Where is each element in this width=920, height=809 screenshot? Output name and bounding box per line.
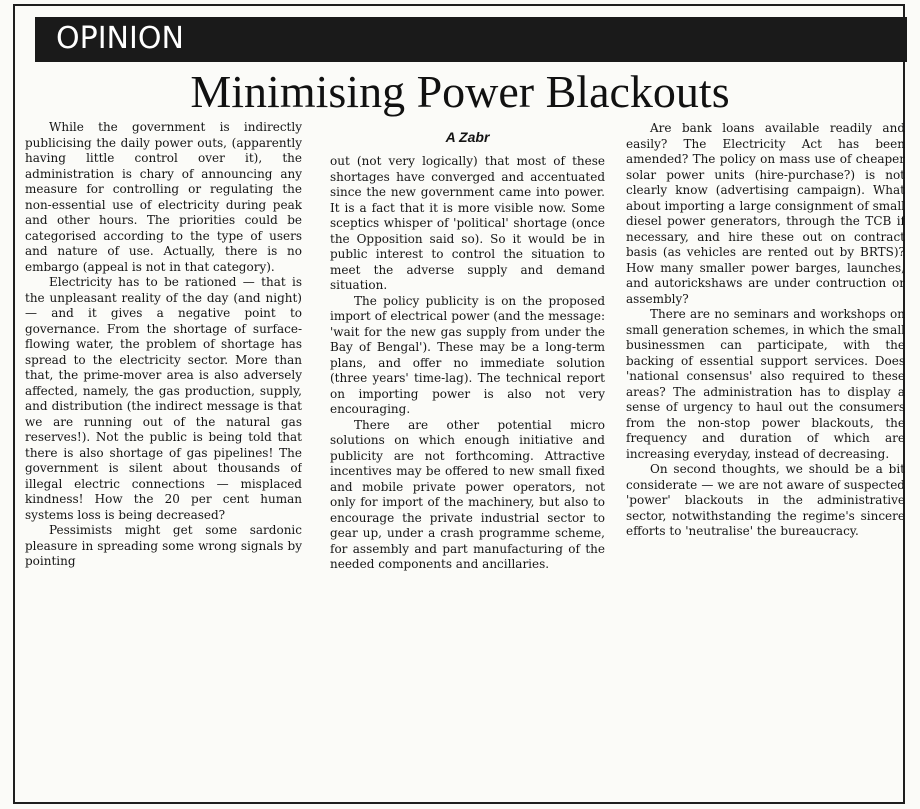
column-2 [330, 120, 605, 796]
section-label: OPINION [56, 21, 184, 56]
column-3 [626, 121, 905, 797]
byline: A Zabr [445, 129, 490, 145]
paragraph: There are no seminars and workshops on small generation schemes, in which the small businessmen can participate, with the backing of essential support services. Does 'national consensus' also required to these areas? The administration has to display a sense of urgency to haul out the consumers from the non-stop power blackouts, the frequency and duration of which are increasing everyday, instead of decreasing. [626, 307, 905, 461]
paragraph: Are bank loans available readily and easily? The Electricity Act has been amended? The policy on mass use of cheaper solar power units (hire-purchase?) is not clearly know (advertising campaign). What about importing a large consignment of small diesel power generators, through the TCB if necessary, and hire these out on contract basis (as vehicles are rented out by BRTS)? How many smaller power barges, launches, and autorickshaws are under contruction or assembly? [626, 121, 905, 306]
paragraph: The policy publicity is on the proposed import of electrical power (and the message: 'wait for the new gas supply from under the Bay of Bengal'). These may be a long-term plans, and offer no immediate solution (three years' time-lag). The technical report on importing power is also not very encouraging. [330, 293, 605, 416]
headline: Minimising Power Blackouts [190, 66, 730, 117]
paragraph: out (not very logically) that most of these shortages have converged and accentuated since the new government came into power. It is a fact that it is more visible now. Some sceptics whisper of 'political' shortage (once the Opposition said so). So it would be in public interest to control the situation to meet the adverse supply and demand situation. [330, 154, 605, 292]
paragraph: While the government is indirectly publicising the daily power outs, (apparently having little control over it), the administration is chary of announcing any measure for controlling or regulating the non-essential use of electricity during peak and other hours. The priorities could be categorised according to the type of users and nature of use. Actually, there is no embargo (appeal is not in that category). [25, 120, 302, 274]
paragraph: Pessimists might get some sardonic pleasure in spreading some wrong signals by pointing [25, 523, 302, 568]
paragraph: On second thoughts, we should be a bit considerate — we are not aware of suspected 'power' blackouts in the administrative sector, notwithstanding the regime's sincere efforts to 'neutralise' the bureaucracy. [626, 462, 905, 538]
paragraph: Electricity has to be rationed — that is the unpleasant reality of the day (and night) — and it gives a negative point to governance. From the shortage of surface-flowing water, the problem of shortage has spread to the electricity sector. More than that, the prime-mover area is also adversely affected, namely, the gas production, supply, and distribution (the indirect message is that we are running out of the natural gas reserves!). Not the public is being told that there is also shortage of gas pipelines! The government is silent about thousands of illegal electric connections — misplaced kindness! How the 20 per cent human systems loss is being decreased? [25, 275, 302, 522]
column-1 [25, 120, 302, 796]
paragraph: There are other potential micro solutions on which enough initiative and publicity are not forthcoming. Attractive incentives may be offered to new small fixed and mobile private power operators, not only for import of the machinery, but also to encourage the private industrial sector to gear up, under a crash programme scheme, for assembly and part manufacturing of the needed components and ancillaries. [330, 417, 605, 571]
